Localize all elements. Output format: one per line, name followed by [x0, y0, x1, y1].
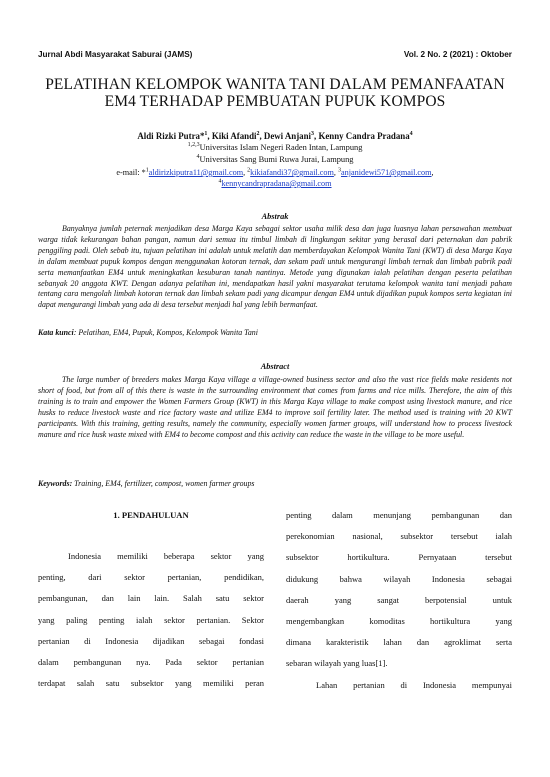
body-line: Indonesia memiliki beberapa sektor yang	[68, 551, 264, 561]
author-2-sup: 2	[256, 131, 260, 138]
author-list	[38, 131, 512, 141]
email-link-3[interactable]: anjanidewi571@gmail.com	[340, 168, 432, 177]
body-line: Lahan pertanian di Indonesia mempunyai	[316, 679, 512, 690]
email-line-2	[34, 178, 516, 189]
body-line: penting dalam menunjang pembangunan dan	[286, 510, 512, 520]
affiliation-2	[38, 155, 512, 164]
keywords	[38, 479, 512, 488]
body-line: didukung bahwa wilayah Indonesia sebagai	[286, 573, 512, 584]
email-3-sup: 3	[337, 167, 341, 174]
body-line: dalam pembangunan nya. Pada sektor pertanian	[38, 657, 264, 668]
journal-name: Jurnal Abdi Masyarakat Saburai (JAMS)	[38, 50, 193, 59]
email-link-1[interactable]: aldirizkiputra11@gmail.com	[148, 168, 244, 177]
affiliation-2-text: Universitas Sang Bumi Ruwa Jurai, Lampung	[199, 155, 354, 164]
running-header	[38, 50, 512, 59]
body-line: dimana karakteristik lahan dan agroklimat serta	[286, 637, 512, 648]
email-link-2[interactable]: kikiafandi37@gmail.com	[250, 168, 334, 177]
abstrak-text: Banyaknya jumlah peternak menjadikan desa Marga Kaya sebagai sektor usaha milik desa dan juga luasnya lahan persawahan membuat warga tidak kekurangan bahan pangan, namun dari semua itu timbul limbah di lingkungan sekitar yang berasal dari peternakan dan pabrik penggiling padi. Oleh sebab itu, tujuan pelatihan ini adalah untuk melatih dan memberdayakan Kelompok Wanita Tani (KWT) di desa Marga Kaya in dalam membuat pupuk kompos dengan menggunakan kotoran ternak, dan sekam padi untuk mengurangi limbah ternak dan limbah pabrik padi serta memanfaatkan EM4 untuk meningkatkan kesuburan tanah nantinya. Metode yang digunakan ialah pelatihan dengan peserta pelatihan sebanyak 20 anggota KWT. Dengan adanya pelatihan ini, mendapatkan hasil yakni masyarakat terutama kelompok wanita tani menjadi paham tentang cara mengolah limbah kotoran ternak dan limbah sekam padi yang dicampur dengan EM4 untuk dijadikan pupuk kompos serta kegiatan ini dapat mengurangi limbah yang ada di desa tersebut menjadi hal yang lebih bermanfaat.	[38, 224, 512, 310]
email-link-4[interactable]: kennycandrapradana@gmail.com	[221, 179, 332, 188]
abstrak-heading: Abstrak	[261, 212, 289, 221]
email-prefix: e-mail: *	[116, 168, 146, 177]
email-2-sup: 2	[247, 167, 251, 174]
paper-title	[38, 76, 512, 110]
journal-volume: Vol. 2 No. 2 (2021) : Oktober	[403, 50, 512, 59]
body-line: daerah yang sangat berpotensial untuk	[286, 594, 512, 605]
affiliation-1-text: Universitas Islam Negeri Raden Intan, Lampung	[199, 143, 363, 152]
body-line: sebaran wilayah yang luas[1].	[286, 658, 388, 669]
abstract-text: The large number of breeders makes Marga Kaya village a village-owned business sector and also the vast rice fields make residents not short of food, but from all of this there is waste in the surrounding environment that comes from farms and rice mills. Therefore, the aim of this training is to train and empower the Women Farmers Group (KWT) in this Marga Kaya village to make compost using livestock manure, and rice husks to reduce livestock waste and rice factory waste and utilize EM4 to improve soil fertility later. The method used is training with 20 KWT participants. With this training, getting results, namely the community, especially women farmer groups, will understand how to process livestock manure and rice husk waste mixed with EM4 to become compost and this activity can reduce the waste in the village to be more useful.	[38, 375, 512, 439]
email-line-1: e-mail: *$^1$aldirizkiputra11@gmail.com, $^2$kikiafandi37@gmail.com, $^3$anjanidewi571@gmail.com,	[116, 167, 434, 177]
section-heading: 1. PENDAHULUAN	[113, 510, 189, 520]
email-list	[34, 167, 516, 189]
kata-kunci-text: : Pelatihan, EM4, Pupuk, Kompos, Kelompok Wanita Tani	[73, 328, 258, 337]
affiliation-1	[38, 143, 512, 152]
author-2: , Kiki Afandi	[207, 131, 257, 141]
author-1: Aldi Rizki Putra*	[137, 131, 205, 141]
body-line: pertanian di Indonesia dijadikan sebagai fondasi	[38, 635, 264, 646]
body-column-right	[286, 505, 512, 696]
body-column-left	[38, 505, 264, 694]
author-3-sup: 3	[311, 131, 314, 138]
kata-kunci	[38, 328, 512, 337]
affiliation-2-sup: 4	[196, 154, 200, 161]
body-line: terdapat salah satu subsektor yang memiliki peran	[38, 678, 264, 689]
body-line: subsektor hortikultura. Pernyataan tersebut	[286, 552, 512, 563]
body-line: mengembangkan komoditas hortikultura yang	[286, 616, 512, 627]
email-1-sup: 1	[145, 167, 149, 174]
author-1-sup: 1	[204, 131, 208, 138]
email-4-sup: 4	[218, 178, 222, 185]
body-line: perekonomian nasional, subsektor tersebut ialah	[286, 531, 512, 542]
author-3: , Dewi Anjani	[259, 131, 311, 141]
body-line: yang paling penting ialah sektor pertanian. Sektor	[38, 614, 264, 625]
author-4-sup: 4	[409, 131, 413, 138]
body-line: penting, dari sektor pertanian, pendidikan,	[38, 572, 264, 583]
abstract-heading: Abstract	[260, 362, 290, 371]
kata-kunci-label: Kata kunci	[38, 328, 74, 337]
body-line: pembangunan, dan lain lain. Salah satu sektor	[38, 593, 264, 604]
author-4: , Kenny Candra Pradana	[314, 131, 410, 141]
keywords-text: Training, EM4, fertilizer, compost, women farmer groups	[72, 479, 255, 488]
title-line-2: EM4 TERHADAP PEMBUATAN PUPUK KOMPOS	[104, 93, 446, 110]
keywords-label: Keywords:	[38, 479, 73, 488]
title-line-1: PELATIHAN KELOMPOK WANITA TANI DALAM PEMANFAATAN	[45, 76, 505, 93]
affiliation-1-sup: 1,2,3	[187, 142, 200, 149]
